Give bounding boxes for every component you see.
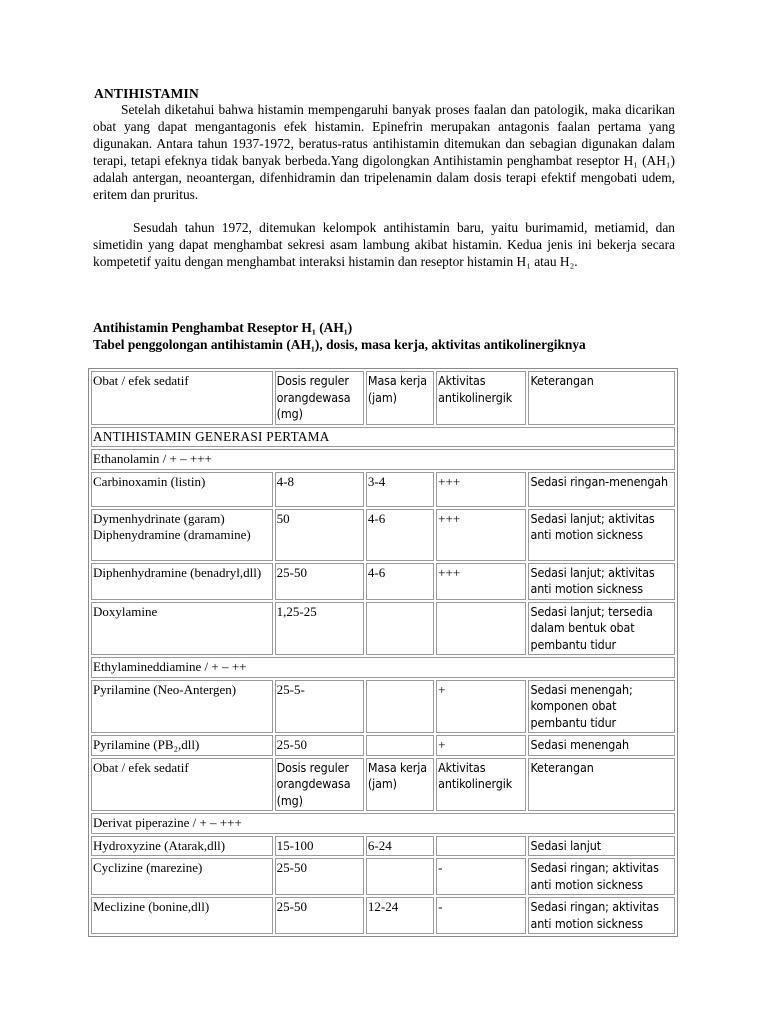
table-row: [91, 836, 675, 857]
cell-keterangan: Sedasi lanjut: [528, 836, 675, 857]
cell-obat: Hydroxyzine (Atarak,dll): [91, 836, 273, 857]
group-row: [91, 813, 675, 834]
cell-obat: Pyrilamine (Neo-Antergen): [91, 680, 273, 734]
document-title: ANTIHISTAMIN: [94, 86, 199, 101]
cell-keterangan: Sedasi menengah: [528, 735, 675, 756]
cell-obat: Meclizine (bonine,dll): [91, 897, 273, 934]
header-aktivitas: Aktivitas antikolinergik: [436, 758, 526, 812]
cell-masa: 4-6: [366, 563, 434, 600]
cell-masa: 4-6: [366, 509, 434, 561]
cell-obat: Diphenhydramine (benadryl,dll): [91, 563, 273, 600]
cell-obat: Carbinoxamin (listin): [91, 472, 273, 507]
cell-keterangan: Sedasi lanjut; aktivitas anti motion sickness: [528, 509, 675, 561]
antihistamine-table: [88, 368, 678, 937]
table-header-row-repeat: [91, 758, 675, 812]
cell-dosis: 15-100: [275, 836, 364, 857]
cell-keterangan: Sedasi ringan-menengah: [528, 472, 675, 507]
header-obat: Obat / efek sedatif: [91, 371, 273, 425]
cell-dosis: 50: [275, 509, 364, 561]
cell-keterangan: Sedasi ringan; aktivitas anti motion sickness: [528, 858, 675, 895]
header-keterangan: Keterangan: [528, 371, 675, 425]
table-row: [91, 602, 675, 656]
table-row: [91, 509, 675, 561]
cell-aktivitas: +++: [436, 509, 526, 561]
cell-obat: Cyclizine (marezine): [91, 858, 273, 895]
cell-aktivitas: -: [436, 858, 526, 895]
cell-aktivitas: -: [436, 897, 526, 934]
group-label: Ethylamineddiamine / + – ++: [91, 657, 675, 678]
header-masa: Masa kerja (jam): [366, 371, 434, 425]
cell-aktivitas: [436, 836, 526, 857]
header-dosis: Dosis reguler orangdewasa (mg): [275, 371, 364, 425]
group-row: [91, 449, 675, 470]
table-row: [91, 858, 675, 895]
header-masa: Masa kerja (jam): [366, 758, 434, 812]
cell-aktivitas: +++: [436, 472, 526, 507]
cell-keterangan: Sedasi menengah; komponen obat pembantu tidur: [528, 680, 675, 734]
cell-masa: 3-4: [366, 472, 434, 507]
cell-aktivitas: +: [436, 680, 526, 734]
history-paragraph-text: Sesudah tahun 1972, ditemukan kelompok antihistamin baru, yaitu burimamid, metiamid, dan simetidin yang dapat menghambat sekresi asam lambung akibat histamin. Kedua jenis ini bekerja secara kompetetif yaitu dengan menghambat interaksi histamin dan reseptor histamin H₁ atau H₂.: [93, 220, 675, 269]
cell-dosis: 25-50: [275, 735, 364, 756]
group-label: Derivat piperazine / + – +++: [91, 813, 675, 834]
cell-aktivitas: [436, 602, 526, 656]
header-aktivitas: Aktivitas antikolinergik: [436, 371, 526, 425]
header-keterangan: Keterangan: [528, 758, 675, 812]
history-paragraph: [93, 220, 675, 271]
cell-obat: Doxylamine: [91, 602, 273, 656]
cell-aktivitas: +++: [436, 563, 526, 600]
table-row: [91, 735, 675, 756]
cell-masa: [366, 735, 434, 756]
table-row: [91, 897, 675, 934]
cell-keterangan: Sedasi lanjut; aktivitas anti motion sickness: [528, 563, 675, 600]
header-obat: Obat / efek sedatif: [91, 758, 273, 812]
cell-dosis: 25-5-: [275, 680, 364, 734]
intro-paragraph-text: Setelah diketahui bahwa histamin mempengaruhi banyak proses faalan dan patologik, maka dicarikan obat yang dapat mengantagonis efek histamin. Epinefrin merupakan antagonis faalan pertama yang digunakan. Antara tahun 1937-1972, beratus-ratus antihistamin ditemukan dan sebagian digunakan dalam terapi, tetapi efeknya tidak banyak berbeda.Yang digolongkan Antihistamin penghambat reseptor H₁ (AH₁) adalah antergan, neoantergan, difenhidramin dan tripelenamin dalam dosis terapi efektif mengobati udem, eritem dan pruritus.: [93, 102, 675, 202]
cell-masa: 6-24: [366, 836, 434, 857]
cell-dosis: 25-50: [275, 563, 364, 600]
table-row: [91, 680, 675, 734]
table-header-row: [91, 371, 675, 425]
cell-dosis: 1,25-25: [275, 602, 364, 656]
section-label: ANTIHISTAMIN GENERASI PERTAMA: [91, 427, 675, 448]
table-caption: Tabel penggolongan antihistamin (AH₁), dosis, masa kerja, aktivitas antikolinergiknya: [93, 337, 586, 352]
cell-masa: [366, 858, 434, 895]
cell-masa: 12-24: [366, 897, 434, 934]
cell-masa: [366, 680, 434, 734]
group-row: [91, 657, 675, 678]
cell-aktivitas: +: [436, 735, 526, 756]
table-row: [91, 472, 675, 507]
group-label: Ethanolamin / + – +++: [91, 449, 675, 470]
intro-paragraph: [93, 102, 675, 203]
header-dosis: Dosis reguler orangdewasa (mg): [275, 758, 364, 812]
section-row: [91, 427, 675, 448]
cell-keterangan: Sedasi ringan; aktivitas anti motion sickness: [528, 897, 675, 934]
cell-obat: Dymenhydrinate (garam) Diphenydramine (dramamine): [91, 509, 273, 561]
cell-keterangan: Sedasi lanjut; tersedia dalam bentuk obat pembantu tidur: [528, 602, 675, 656]
section-heading: Antihistamin Penghambat Reseptor H₁ (AH₁): [93, 320, 353, 335]
cell-dosis: 25-50: [275, 858, 364, 895]
cell-dosis: 4-8: [275, 472, 364, 507]
cell-obat: Pyrilamine (PB₂,dll): [91, 735, 273, 756]
cell-masa: [366, 602, 434, 656]
table-row: [91, 563, 675, 600]
cell-dosis: 25-50: [275, 897, 364, 934]
